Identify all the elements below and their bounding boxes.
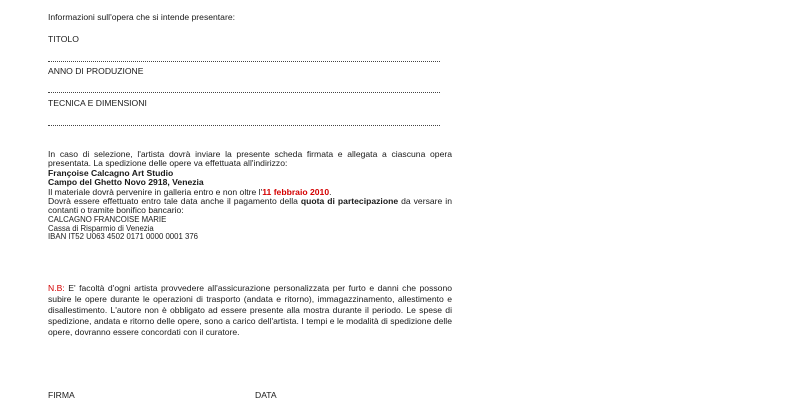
- studio-address: Campo del Ghetto Novo 2918, Venezia: [48, 177, 204, 188]
- studio-name: Françoise Calcagno Art Studio: [48, 167, 174, 178]
- field-label-tecnica: TECNICA E DIMENSIONI: [48, 98, 147, 108]
- bank-holder: CALCAGNO FRANCOISE MARIE: [48, 214, 167, 224]
- payment-suffix: da versare in contanti o tramite bonifico bancario:: [48, 196, 452, 216]
- field-line-tecnica[interactable]: [48, 124, 440, 126]
- instructions-paragraph: In caso di selezione, l'artista dovrà inviare la presente scheda firmata e allegata a ciascuna opera presentata. La spedizione delle opere va effettuata all'indirizzo:: [48, 149, 452, 169]
- signature-firma-label: FIRMA: [48, 390, 75, 400]
- deadline-date: 11 febbraio 2010: [262, 186, 330, 197]
- payment-bold: quota di partecipazione: [300, 196, 399, 207]
- deadline-prefix: Il materiale dovrà pervenire in galleria entro e non oltre l': [48, 186, 263, 197]
- instructions-block: [48, 150, 452, 242]
- note-text: E' facoltà d'ogni artista provvedere all'assicurazione personalizzata per furto e danni che possono subire le opere durante le operazioni di trasporto (andata e ritorno), immagazzinamento, allestimento e disallestimento. L'autore non è obbligato ad essere presente alla mostra durante il periodo. Le spese di spedizione, andata e ritorno delle opere, sono a carico dell'artista. I tempi e le modalità di spedizione delle opere, dovranno essere concordati con il curatore.: [48, 283, 452, 337]
- note-block: [48, 283, 452, 338]
- payment-prefix: Dovrà essere effettuato entro tale data anche il pagamento della: [48, 196, 301, 207]
- field-label-titolo: TITOLO: [48, 34, 79, 44]
- deadline-suffix: .: [329, 186, 332, 197]
- field-label-anno: ANNO DI PRODUZIONE: [48, 66, 144, 76]
- note-label: N.B:: [48, 283, 65, 293]
- payment-line: [48, 197, 452, 216]
- intro-text: Informazioni sull'opera che si intende presentare:: [48, 12, 235, 22]
- field-line-anno[interactable]: [48, 91, 440, 93]
- signature-data-label: DATA: [255, 390, 277, 400]
- bank-iban: IBAN IT52 U063 4502 0171 0000 0001 376: [48, 232, 198, 242]
- bank-name: Cassa di Risparmio di Venezia: [48, 223, 154, 233]
- field-line-titolo[interactable]: [48, 60, 440, 62]
- note-paragraph: [48, 283, 452, 338]
